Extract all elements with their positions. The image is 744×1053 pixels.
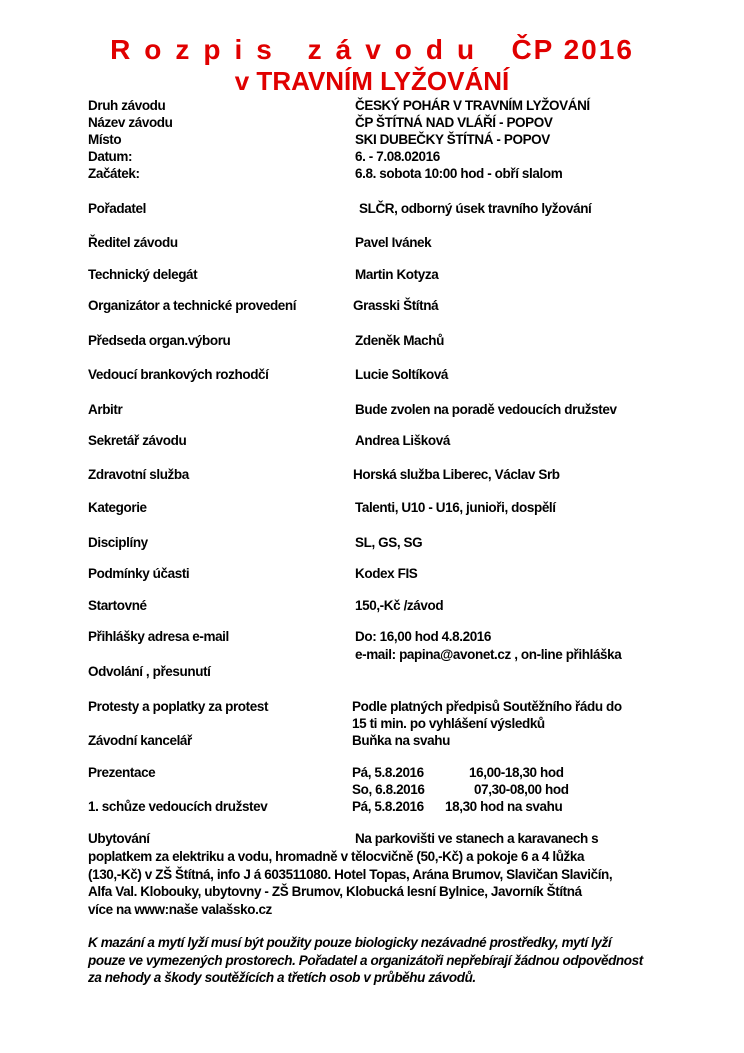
title-line-1 bbox=[0, 34, 744, 66]
label-zacatek: Začátek: bbox=[88, 166, 140, 181]
note-line: K mazání a mytí lyží musí být použity pouze biologicky nezávadné prostředky, mytí lyží bbox=[88, 935, 612, 950]
label-druh: Druh závodu bbox=[88, 98, 166, 113]
label-sekretar: Sekretář závodu bbox=[88, 433, 187, 448]
value-zdravotni: Horská služba Liberec, Václav Srb bbox=[353, 467, 560, 482]
value-prezentace-day1: Pá, 5.8.2016 bbox=[352, 765, 424, 780]
value-predseda: Zdeněk Machů bbox=[355, 333, 444, 348]
value-reditel: Pavel Ivánek bbox=[355, 235, 432, 250]
value-brankovi: Lucie Soltíková bbox=[355, 367, 449, 382]
ubytovani-line: Alfa Val. Klobouky, ubytovny - ZŠ Brumov, Klobucká lesní Bylnice, Javorník Štítná bbox=[88, 884, 582, 899]
ubytovani-line: poplatkem za elektriku a vodu, hromadně v tělocvičně (50,-Kč) a pokoje 6 a 4 lůžka bbox=[88, 849, 585, 864]
label-odvolani: Odvolání , přesunutí bbox=[88, 664, 211, 679]
value-prezentace-day2: So, 6.8.2016 bbox=[352, 782, 425, 797]
label-protesty: Protesty a poplatky za protest bbox=[88, 699, 269, 714]
label-arbitr: Arbitr bbox=[88, 402, 123, 417]
note-line: pouze ve vymezených prostorech. Pořadatel a organizátoři nepřebírají žádnou odpovědnost bbox=[88, 952, 643, 968]
value-poradatel: SLČR, odborný úsek travního lyžování bbox=[359, 201, 592, 216]
value-startovne: 150,-Kč /závod bbox=[355, 598, 444, 613]
ubytovani-line: více na www:naše valašsko.cz bbox=[88, 901, 272, 917]
title-cp-2016: ČP 2016 bbox=[511, 34, 634, 65]
label-startovne: Startovné bbox=[88, 598, 147, 613]
value-druh: ČESKÝ POHÁR V TRAVNÍM LYŽOVÁNÍ bbox=[355, 98, 590, 113]
value-datum: 6. - 7.08.02016 bbox=[355, 149, 440, 164]
value-protesty-1: Podle platných předpisů Soutěžního řádu do bbox=[352, 699, 622, 714]
value-prezentace-time2: 07,30-08,00 hod bbox=[474, 782, 569, 797]
value-organizator: Grasski Štítná bbox=[353, 298, 439, 313]
value-prihlasky-email[interactable]: e-mail: papina@avonet.cz , on-line přihláška bbox=[355, 647, 622, 662]
label-kategorie: Kategorie bbox=[88, 500, 147, 515]
label-prezentace: Prezentace bbox=[88, 765, 156, 780]
value-schuze-time: 18,30 hod na svahu bbox=[445, 799, 563, 814]
label-podminky: Podmínky účasti bbox=[88, 566, 190, 581]
label-nazev: Název závodu bbox=[88, 115, 173, 130]
value-kancelar: Buňka na svahu bbox=[352, 733, 450, 748]
value-prihlasky-deadline: Do: 16,00 hod 4.8.2016 bbox=[355, 629, 492, 644]
label-schuze: 1. schůze vedoucích družstev bbox=[88, 799, 268, 814]
label-delegat: Technický delegát bbox=[88, 267, 198, 282]
label-organizator: Organizátor a technické provedení bbox=[88, 298, 297, 313]
note-paragraph bbox=[88, 934, 658, 987]
value-nazev: ČP ŠTÍTNÁ NAD VLÁŘÍ - POPOV bbox=[355, 115, 553, 130]
label-brankovi: Vedoucí brankových rozhodčí bbox=[88, 367, 269, 382]
value-prezentace-time1: 16,00-18,30 hod bbox=[469, 765, 564, 780]
value-sekretar: Andrea Lišková bbox=[355, 433, 450, 448]
ubytovani-line: (130,-Kč) v ZŠ Štítná, info J á 603511080. Hotel Topas, Arána Brumov, Slavičan Slavičín, bbox=[88, 866, 613, 882]
value-kategorie: Talenti, U10 - U16, junioři, dospělí bbox=[355, 500, 556, 515]
label-misto: Místo bbox=[88, 132, 122, 147]
value-protesty-2: 15 ti min. po vyhlášení výsledků bbox=[352, 716, 545, 731]
label-ubytovani: Ubytování bbox=[88, 831, 150, 846]
note-line: za nehody a škody soutěžících a třetích osob v průběhu závodů. bbox=[88, 970, 476, 985]
title-line-2: v TRAVNÍM LYŽOVÁNÍ bbox=[234, 66, 510, 96]
label-zdravotni: Zdravotní služba bbox=[88, 467, 189, 482]
label-prihlasky: Přihlášky adresa e-mail bbox=[88, 629, 229, 644]
value-arbitr: Bude zvolen na poradě vedoucích družstev bbox=[355, 402, 617, 417]
value-podminky: Kodex FIS bbox=[355, 566, 418, 581]
value-delegat: Martin Kotyza bbox=[355, 267, 439, 282]
value-discipliny: SL, GS, SG bbox=[355, 535, 423, 550]
title-rozpis-zavodu: Rozpis závodu bbox=[110, 34, 489, 65]
label-datum: Datum: bbox=[88, 149, 133, 164]
label-kancelar: Závodní kancelář bbox=[88, 733, 192, 748]
value-zacatek: 6.8. sobota 10:00 hod - obří slalom bbox=[355, 166, 563, 181]
label-reditel: Ředitel závodu bbox=[88, 235, 178, 250]
ubytovani-paragraph bbox=[88, 848, 658, 918]
value-misto: SKI DUBEČKY ŠTÍTNÁ - POPOV bbox=[355, 132, 550, 147]
value-schuze-day: Pá, 5.8.2016 bbox=[352, 799, 424, 814]
label-poradatel: Pořadatel bbox=[88, 201, 146, 216]
value-ubytovani: Na parkovišti ve stanech a karavanech s bbox=[355, 831, 599, 846]
label-predseda: Předseda organ.výboru bbox=[88, 333, 231, 348]
label-discipliny: Disciplíny bbox=[88, 535, 148, 550]
